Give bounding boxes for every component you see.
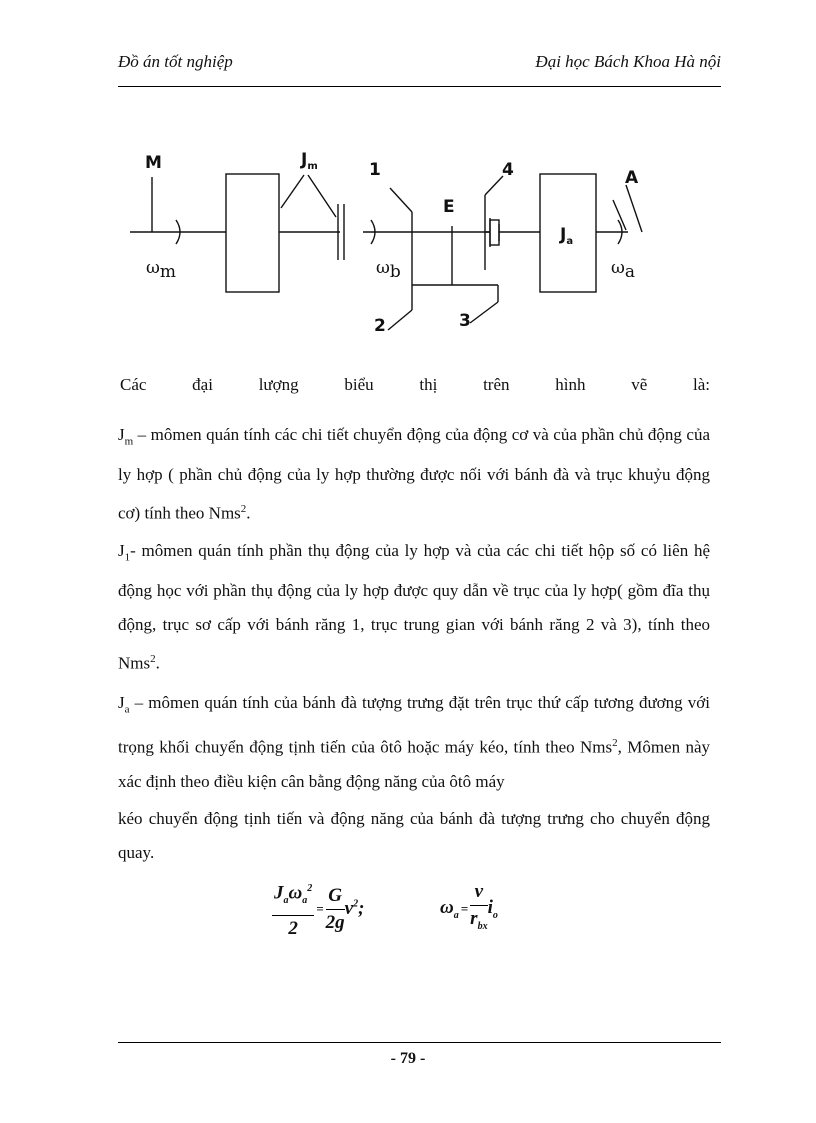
label-1: 1	[369, 160, 381, 180]
paragraph-continuation: kéo chuyển động tịnh tiến và động năng của bánh đà tượng trưng cho chuyển động quay.	[118, 809, 710, 862]
gear-3-leader	[470, 302, 498, 323]
label-ja: $J_a$	[560, 225, 574, 247]
header-right-title: Đại học Bách Khoa Hà nội	[535, 52, 721, 71]
jm-leader-a	[281, 175, 304, 208]
intro-word: biểu	[344, 375, 374, 394]
intro-word: hình	[555, 375, 586, 394]
intro-word: trên	[483, 375, 510, 394]
intro-word: lượng	[258, 375, 299, 394]
label-4: 4	[502, 160, 514, 180]
synchro-sleeve	[490, 220, 499, 245]
page-header	[118, 52, 721, 78]
transmission-diagram	[118, 140, 721, 340]
paragraph-j1: $J_1-$ mômen quán tính phần thụ động của ly hợp và của các chi tiết hộp số có liên hệ động học với phần thụ động của ly hợp được quy dẫn về trục của ly hợp( gồm đĩa thụ động, trục sơ cấp với bánh răng 1, trục trung gian với bánh răng 2 và 3), tính theo Nms$^2$.	[118, 541, 710, 674]
header-divider	[118, 86, 721, 87]
label-m: M	[145, 153, 162, 173]
gear-4-leader	[485, 176, 503, 195]
jm-leader-b	[308, 175, 336, 217]
a-marker-b	[626, 185, 642, 232]
eq2-fraction: $\frac{v}{r_{bx}}$	[470, 880, 488, 932]
intro-word: Các	[120, 375, 147, 394]
paragraph-ja: $J_a$ – mômen quán tính của bánh đà tượng trưng đặt trên trục thứ cấp tương đương với trọng khối chuyển động tịnh tiến của ôtô hoặc máy kéo, tính theo Nms$^2$, Mômen này xác định theo điều kiện cân bằng động năng của ôtô máy	[118, 693, 710, 792]
gear-1-leader	[390, 188, 412, 212]
intro-word: đại	[192, 375, 213, 394]
label-3: 3	[459, 311, 471, 331]
label-omega-m: ωm	[146, 258, 176, 282]
label-a: A	[625, 168, 639, 188]
footer-divider	[118, 1042, 721, 1043]
label-2: 2	[374, 316, 386, 336]
intro-word: thị	[419, 375, 438, 394]
page-number: - 79 -	[390, 1050, 426, 1067]
header-left-title: Đồ án tốt nghiệp	[118, 52, 233, 71]
gear-2-leader	[388, 310, 412, 330]
equation-angular-velocity: $\omega_a$ = $\frac{v}{r_{bx}}$ $i_o$	[440, 878, 498, 940]
a-marker-a	[613, 200, 626, 230]
paragraph-jm: $J_m$ – mômen quán tính các chi tiết chuyển động của động cơ và của phần chủ động của ly hợp ( phần chủ động của ly hợp thường được nối với bánh đà và trục khuỷu động cơ) tính theo Nms$^2$.	[118, 425, 710, 524]
intro-word: là:	[692, 375, 710, 394]
engine-block	[226, 174, 279, 292]
label-omega-b: ωb	[376, 258, 401, 282]
label-e: E	[443, 197, 455, 217]
intro-line	[120, 375, 710, 395]
label-jm: $J_m$	[301, 150, 318, 172]
label-omega-a: ωa	[611, 258, 636, 282]
vehicle-inertia-block	[540, 174, 596, 292]
equation-energy-balance: $\frac{J_a\omega_a^2}{2}$ = $\frac{G}{2g}$ $v^2$;	[272, 878, 364, 940]
intro-word: vẽ	[631, 375, 648, 394]
eq1-lhs-fraction: $\frac{J_a\omega_a^2}{2}$	[272, 876, 314, 941]
eq1-rhs-fraction: $\frac{G}{2g}$	[325, 884, 345, 933]
